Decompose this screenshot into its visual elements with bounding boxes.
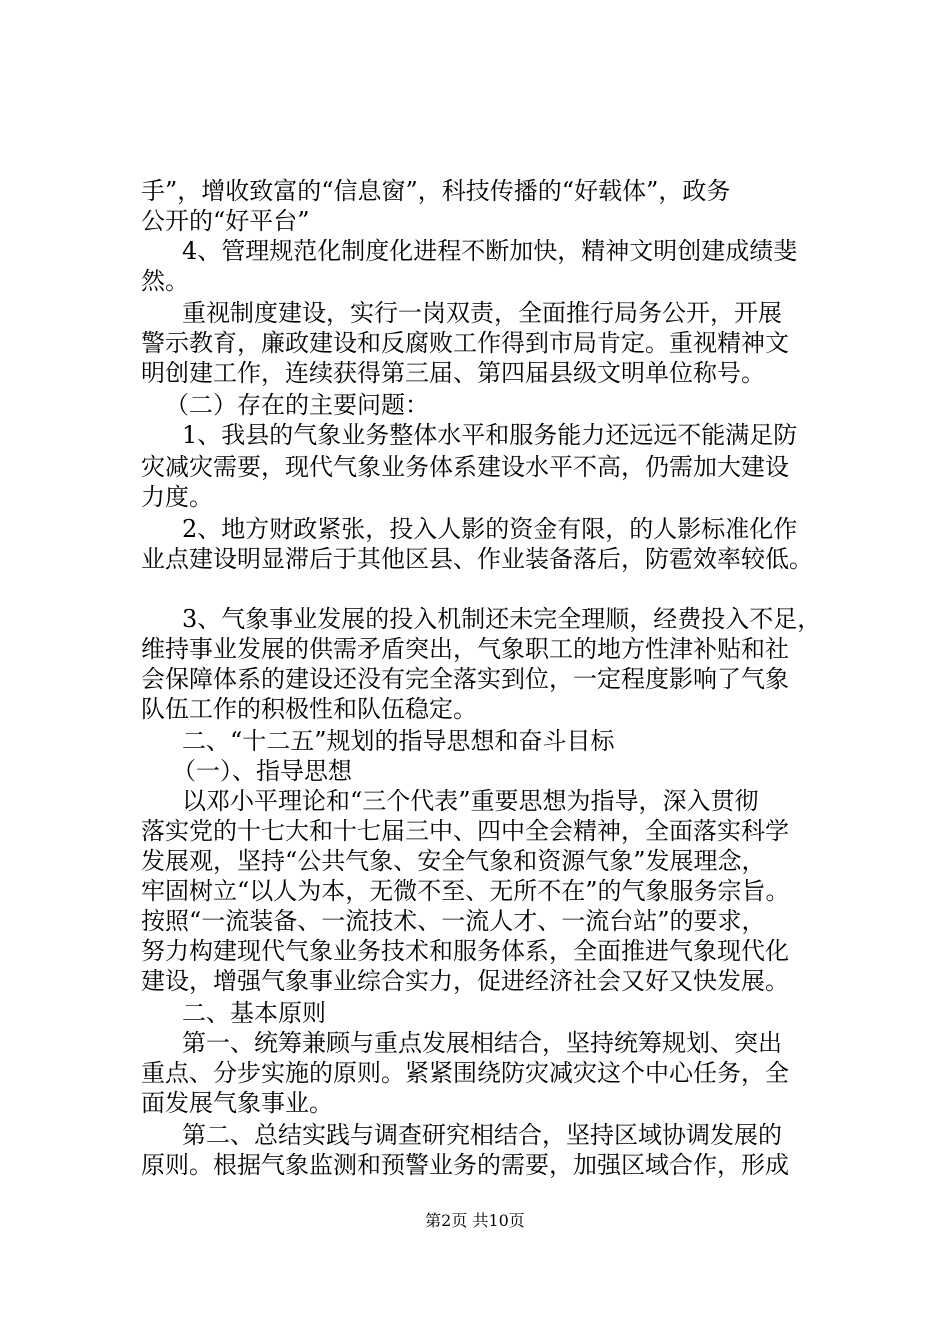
text-line: 业点建设明显滞后于其他区县、作业装备落后，防雹效率较低。: [141, 545, 813, 573]
text-line: 4、管理规范化制度化进程不断加快，精神文明创建成绩斐: [182, 237, 798, 265]
text-line: 然。: [141, 267, 189, 295]
text-line: 2、地方财政紧张，投入人影的资金有限，的人影标准化作: [182, 515, 798, 543]
text-line: 维持事业发展的供需矛盾突出，气象职工的地方性津补贴和社: [141, 635, 789, 663]
text-line: 重点、分步实施的原则。紧紧围绕防灾减灾这个中心任务，全: [141, 1059, 789, 1087]
text-line: 明创建工作，连续获得第三届、第四届县级文明单位称号。: [141, 359, 765, 387]
text-line: 建设，增强气象事业综合实力，促进经济社会又好又快发展。: [141, 967, 789, 995]
text-line: 原则。根据气象监测和预警业务的需要，加强区域合作，形成: [141, 1151, 789, 1179]
text-line: 队伍工作的积极性和队伍稳定。: [141, 695, 477, 723]
text-line: 力度。: [141, 483, 213, 511]
text-line: 重视制度建设，实行一岗双责，全面推行局务公开，开展: [182, 299, 782, 327]
text-line: 落实党的十七大和十七届三中、四中全会精神，全面落实科学: [141, 817, 789, 845]
section-heading: 二、基本原则: [182, 999, 326, 1027]
text-line: 努力构建现代气象业务技术和服务体系，全面推进气象现代化: [141, 937, 789, 965]
text-line: 公开的“好平台”: [141, 207, 310, 235]
text-line: 面发展气象事业。: [141, 1089, 333, 1117]
text-line: 灾减灾需要，现代气象业务体系建设水平不高，仍需加大建设: [141, 453, 789, 481]
page-footer: 第2页 共10页: [425, 1211, 525, 1230]
text-line: 按照“一流装备、一流技术、一流人才、一流台站”的要求，: [141, 907, 766, 935]
text-line: 会保障体系的建设还没有完全落实到位，一定程度影响了气象: [141, 665, 789, 693]
text-line: 发展观，坚持“公共气象、安全气象和资源气象”发展理念，: [141, 847, 766, 875]
text-line: 1、我县的气象业务整体水平和服务能力还远远不能满足防: [182, 421, 798, 449]
section-heading: （一）、指导思想: [172, 757, 352, 785]
text-line: 以邓小平理论和“三个代表”重要思想为指导，深入贯彻: [182, 787, 759, 815]
text-line: 警示教育，廉政建设和反腐败工作得到市局肯定。重视精神文: [141, 329, 789, 357]
section-heading: （二）存在的主要问题：: [165, 391, 429, 419]
text-line: 牢固树立“以人为本，无微不至、无所不在”的气象服务宗旨。: [141, 877, 790, 905]
section-heading: 二、“十二五”规划的指导思想和奋斗目标: [182, 727, 615, 755]
text-line: 手”，增收致富的“信息窗”，科技传播的“好载体”，政务: [141, 177, 731, 205]
text-line: 第二、总结实践与调查研究相结合，坚持区域协调发展的: [182, 1121, 782, 1149]
text-line: 第一、统筹兼顾与重点发展相结合，坚持统筹规划、突出: [182, 1029, 782, 1057]
text-line: 3、气象事业发展的投入机制还未完全理顺，经费投入不足，: [182, 605, 822, 633]
